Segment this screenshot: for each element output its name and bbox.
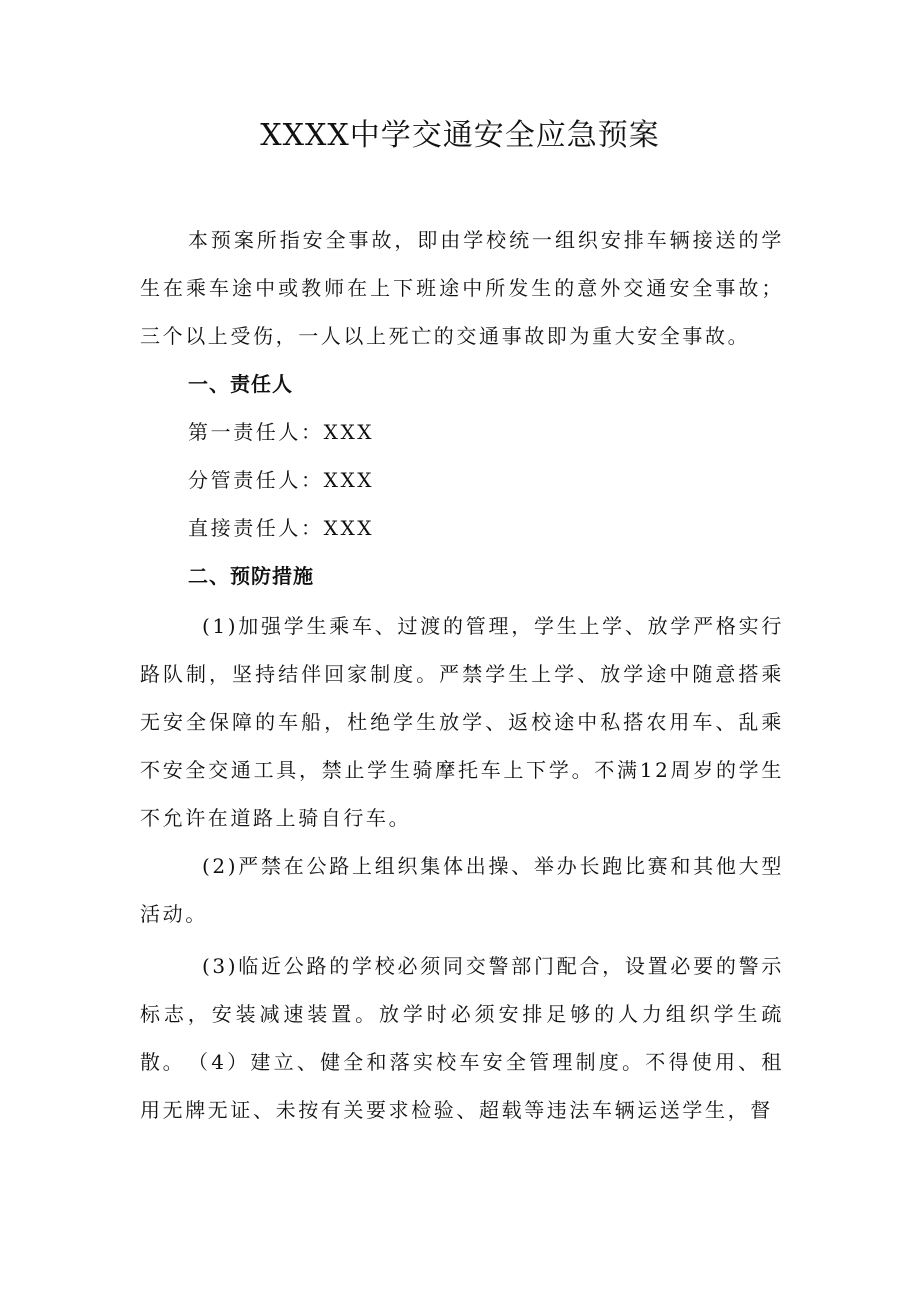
prevention-paragraph-2: (2)严禁在公路上组织集体出操、举办长跑比赛和其他大型活动。 xyxy=(140,854,784,926)
prevention-paragraph-4: （4）建立、健全和落实校车安全管理制度。不得使用、租用无牌无证、未按有关要求检验、超载等违法车辆运送学生，督 xyxy=(140,1050,784,1122)
intro-paragraph: 本预案所指安全事故，即由学校统一组织安排车辆接送的学生在乘车途中或教师在上下班途中所发生的意外交通安全事故；三个以上受伤，一人以上死亡的交通事故即为重大安全事故。 xyxy=(140,228,784,348)
section-heading-responsible: 一、责任人 xyxy=(188,372,293,396)
section-heading-prevention: 二、预防措施 xyxy=(188,564,314,588)
prevention-paragraph-3: (3)临近公路的学校必须同交警部门配合，设置必要的警示标志，安装减速装置。放学时必须安排足够的人力组织学生疏散。 xyxy=(140,954,784,1074)
responsible-supervising: 分管责任人：XXX xyxy=(188,468,375,492)
document-title: XXXX中学交通安全应急预案 xyxy=(260,118,660,153)
prevention-paragraph-1: (1)加强学生乘车、过渡的管理，学生上学、放学严格实行路队制，坚持结伴回家制度。严禁学生上学、放学途中随意搭乘无安全保障的车船，杜绝学生放学、返校途中私搭农用车、乱乘不安全交通工具，禁止学生骑摩托车上下学。不满12周岁的学生不允许在道路上骑自行车。 xyxy=(140,614,784,830)
responsible-direct: 直接责任人：XXX xyxy=(188,516,375,540)
responsible-first: 第一责任人：XXX xyxy=(188,420,375,444)
